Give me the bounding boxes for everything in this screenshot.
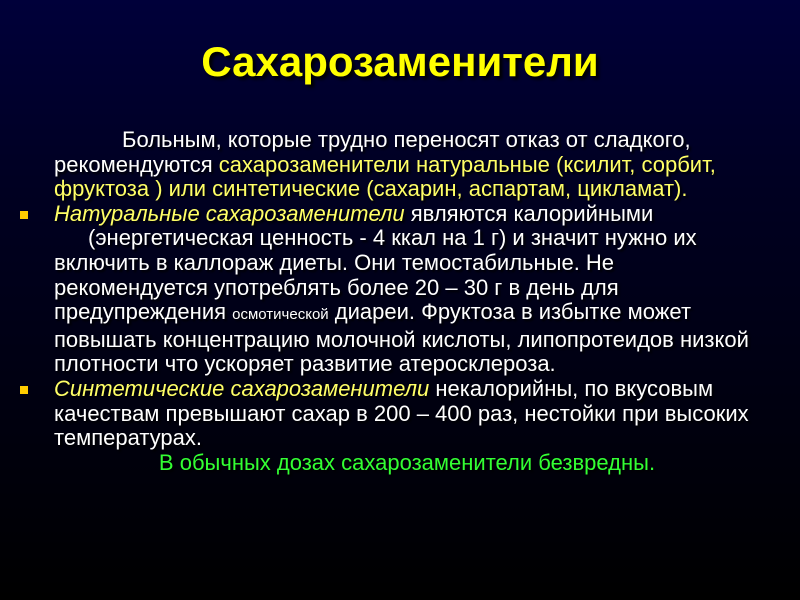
square-bullet-icon xyxy=(20,386,28,394)
bullet-synthetic-lead: Синтетические сахарозаменители xyxy=(54,375,430,401)
detail-text: (энергетическая ценность - 4 ккал на 1 г) и значит нужно их включить в каллораж диеты. Они темостабильные. Не рекомендуется употреблять более 20 – 30 г в день для предупреждения xyxy=(54,225,697,325)
bullet-synthetic-text: некалорийны, по вкусовым качествам превышают сахар в 200 – 400 раз, нестойки при высоких температурах. xyxy=(54,375,749,451)
conclusion-text: В обычных дозах сахарозаменители безвредны. xyxy=(158,449,656,475)
detail-paragraph xyxy=(20,226,760,377)
intro-paragraph xyxy=(20,128,760,202)
slide-title: Сахарозаменители xyxy=(201,38,599,85)
bullet-natural-text: являются калорийными xyxy=(404,200,654,226)
bullet-synthetic xyxy=(20,377,760,451)
square-bullet-icon xyxy=(20,211,28,219)
intro-highlight: сахарозаменители натуральные (ксилит, сорбит, фруктоза ) или синтетические (сахарин, аспартам, цикламат). xyxy=(54,151,716,202)
slide-body xyxy=(20,128,760,475)
bullet-natural xyxy=(20,202,760,227)
bullet-natural-lead: Натуральные сахарозаменители xyxy=(54,200,405,226)
intro-text: Больным, которые трудно переносят отказ от сладкого, рекомендуются xyxy=(54,127,691,177)
detail-text-end: диареи. Фруктоза в избытке может повышать концентрацию молочной кислоты, липопротеидов низкой плотности что ускоряет развитие атеросклероза. xyxy=(54,299,749,377)
detail-small-word: осмотической xyxy=(232,306,329,324)
